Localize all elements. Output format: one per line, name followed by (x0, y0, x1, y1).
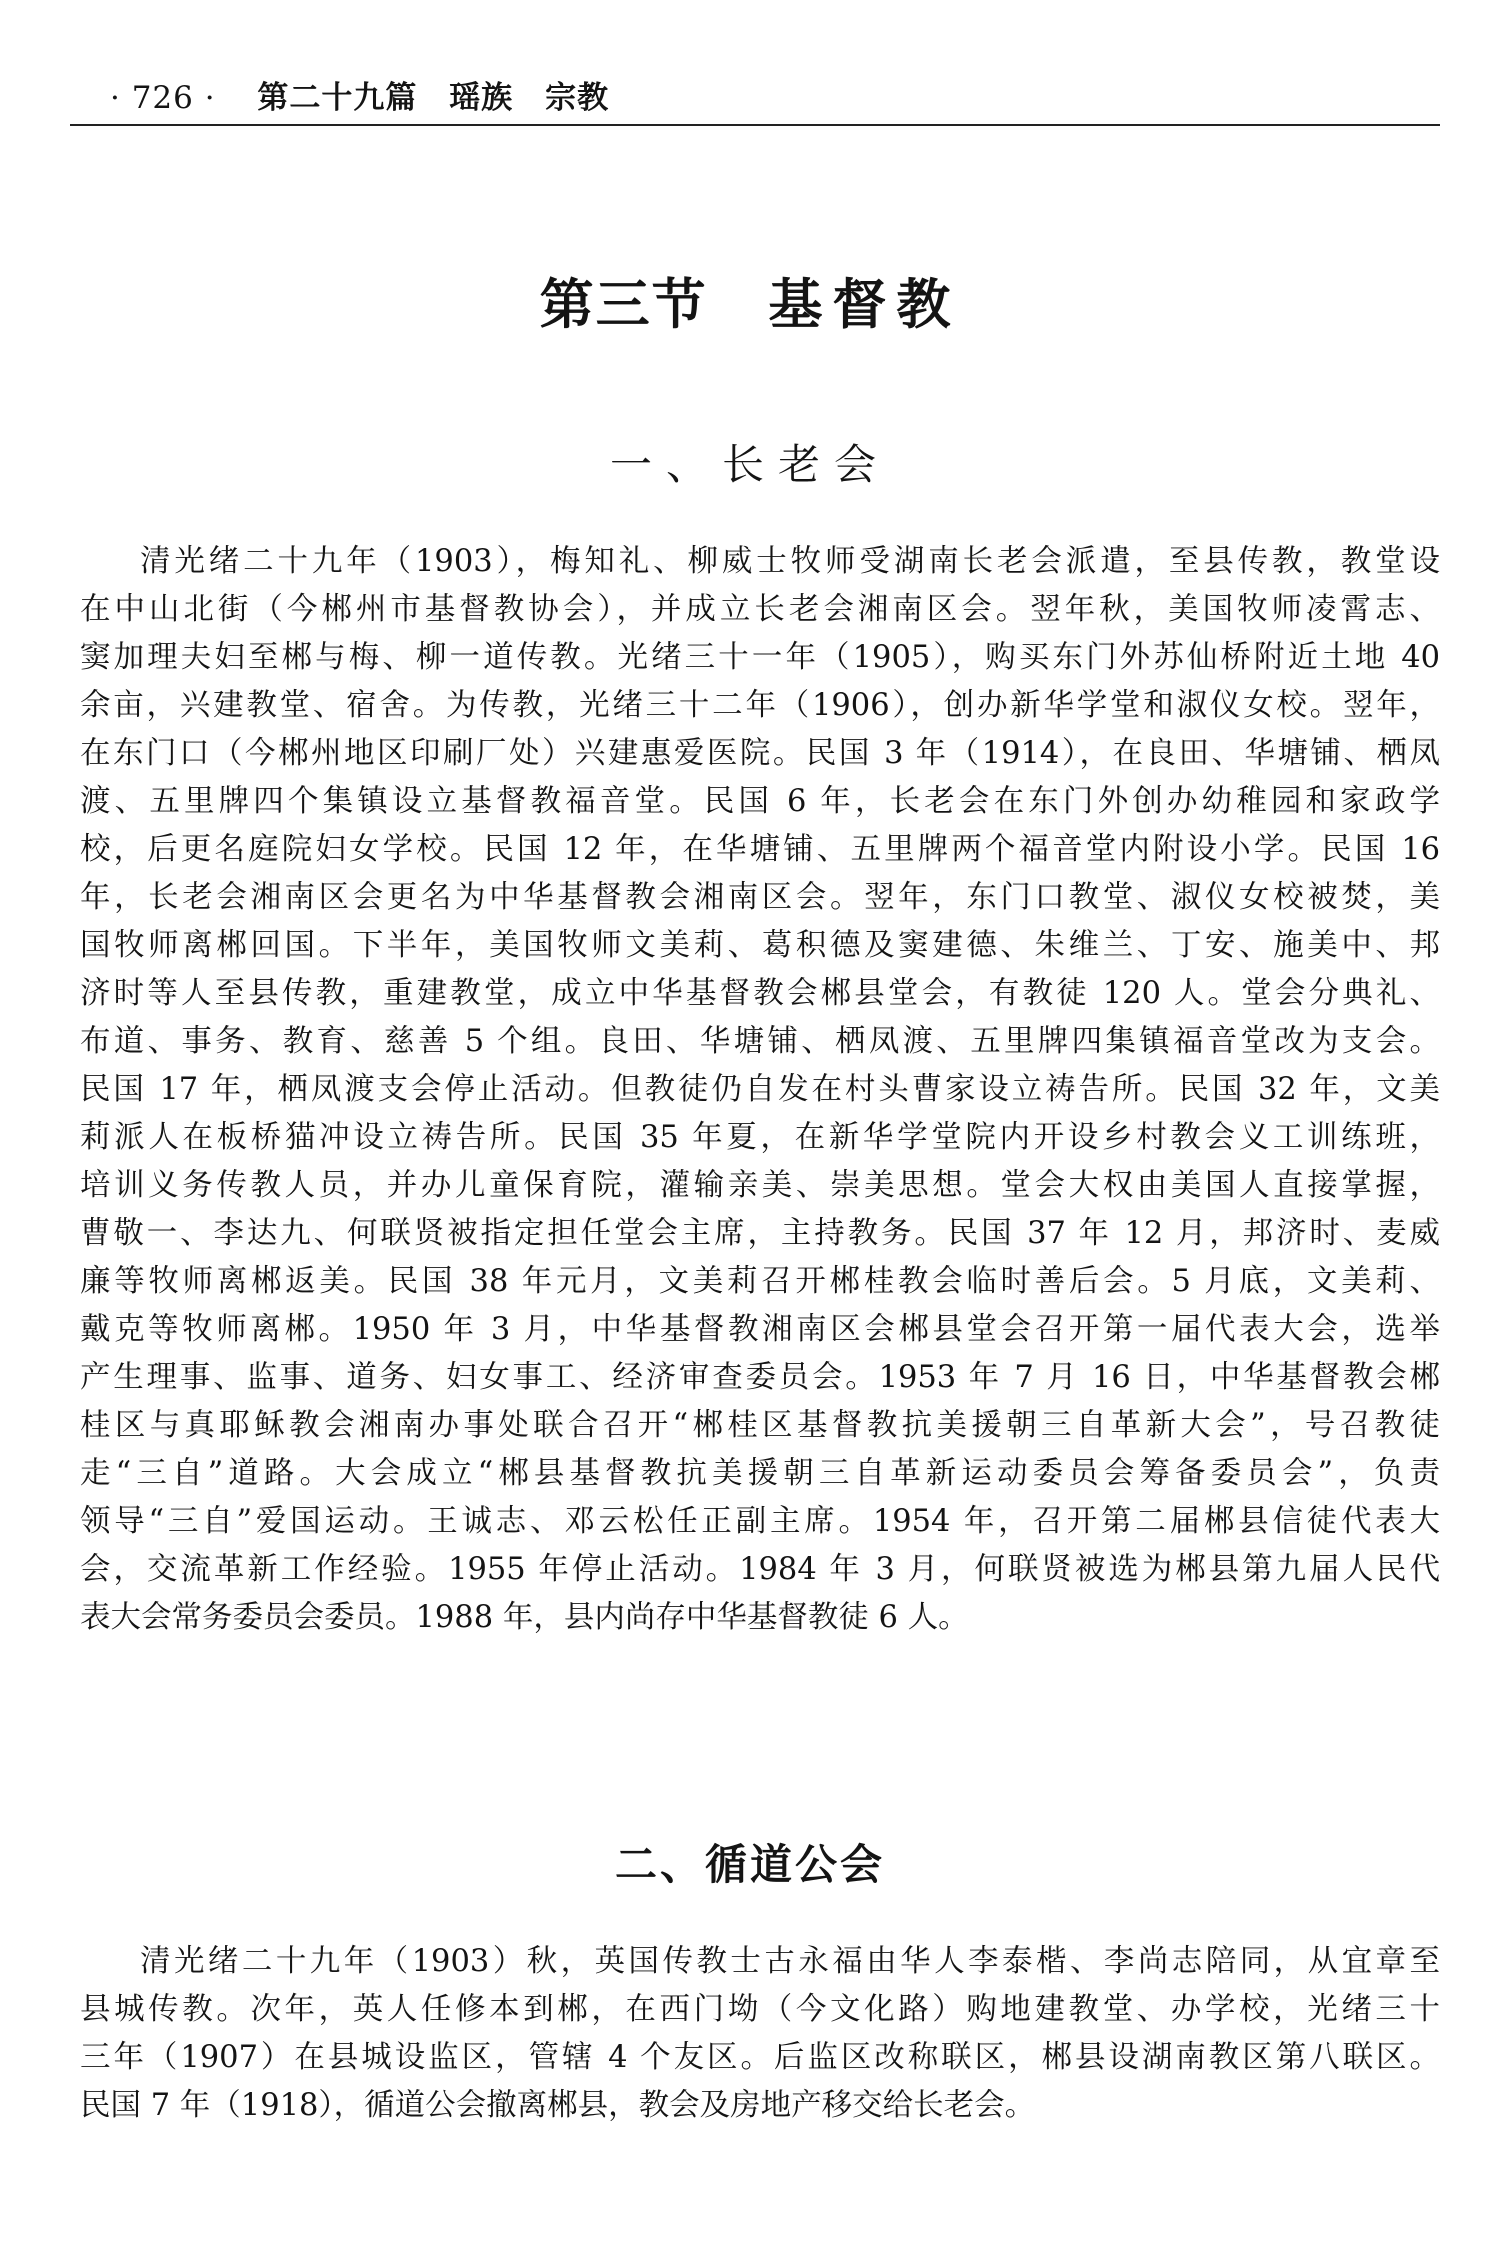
text-line: 民国 17 年，栖凤渡支会停止活动。但教徒仍自发在村头曹家设立祷告所。民国 32 年，文美 (80, 1072, 1440, 1107)
text-line: 清光绪二十九年（1903）秋，英国传教士古永福由华人李泰楷、李尚志陪同，从宜章至 (140, 1944, 1440, 1979)
text-line: 县城传教。次年，英人任修本到郴，在西门坳（今文化路）购地建教堂、办学校，光绪三十 (80, 1992, 1440, 2027)
text-line: 清光绪二十九年（1903），梅知礼、柳威士牧师受湖南长老会派遣，至县传教，教堂设 (140, 544, 1440, 579)
text-line: 曹敬一、李达九、何联贤被指定担任堂会主席，主持教务。民国 37 年 12 月，邦济时、麦威 (80, 1216, 1440, 1251)
text-line: 廉等牧师离郴返美。民国 38 年元月，文美莉召开郴桂教会临时善后会。5 月底，文美莉、 (80, 1264, 1440, 1299)
text-line: 会，交流革新工作经验。1955 年停止活动。1984 年 3 月，何联贤被选为郴县第九届人民代 (80, 1552, 1440, 1587)
text-line: 莉派人在板桥猫冲设立祷告所。民国 35 年夏，在新华学堂院内开设乡村教会义工训练班， (80, 1120, 1440, 1155)
text-line: 在中山北街（今郴州市基督教协会），并成立长老会湘南区会。翌年秋，美国牧师凌霄志、 (80, 592, 1440, 627)
text-line: 余亩，兴建教堂、宿舍。为传教，光绪三十二年（1906），创办新华学堂和淑仪女校。翌年， (80, 688, 1440, 723)
text-line: 培训义务传教人员，并办儿童保育院，灌输亲美、崇美思想。堂会大权由美国人直接掌握， (80, 1168, 1440, 1203)
text-line: 走“三自”道路。大会成立“郴县基督教抗美援朝三自革新运动委员会筹备委员会”，负责 (80, 1456, 1440, 1491)
subsection-title-presbyterian: 一、长老会 (609, 440, 890, 489)
text-line: 民国 7 年（1918），循道公会撤离郴县，教会及房地产移交给长老会。 (80, 2088, 1036, 2123)
running-header (110, 72, 609, 117)
subsection-title-methodist: 二、循道公会 (614, 1840, 885, 1889)
text-line: 桂区与真耶稣教会湘南办事处联合召开“郴桂区基督教抗美援朝三自革新大会”，号召教徒 (80, 1408, 1440, 1443)
section-number: 第三节 (539, 273, 708, 336)
text-line: 在东门口（今郴州地区印刷厂处）兴建惠爱医院。民国 3 年（1914），在良田、华塘铺、栖凤 (80, 736, 1440, 771)
text-line: 产生理事、监事、道务、妇女事工、经济审查委员会。1953 年 7 月 16 日，中华基督教会郴 (80, 1360, 1440, 1395)
topic-label: 瑶族 宗教 (449, 80, 610, 116)
paragraph-presbyterian (80, 538, 1440, 1642)
text-line: 领导“三自”爱国运动。王诚志、邓云松任正副主席。1954 年，召开第二届郴县信徒代表大 (80, 1504, 1440, 1539)
text-line: 表大会常务委员会委员。1988 年，县内尚存中华基督教徒 6 人。 (80, 1600, 969, 1635)
section-title (0, 262, 1500, 339)
section-name: 基督教 (768, 273, 961, 336)
text-line: 济时等人至县传教，重建教堂，成立中华基督教会郴县堂会，有教徒 120 人。堂会分典礼、 (80, 976, 1440, 1011)
text-line: 戴克等牧师离郴。1950 年 3 月，中华基督教湘南区会郴县堂会召开第一届代表大会，选举 (80, 1312, 1440, 1347)
text-line: 窦加理夫妇至郴与梅、柳一道传教。光绪三十一年（1905），购买东门外苏仙桥附近土地 40 (80, 640, 1440, 675)
paragraph-methodist (80, 1938, 1440, 2130)
text-line: 国牧师离郴回国。下半年，美国牧师文美莉、葛积德及窦建德、朱维兰、丁安、施美中、邦 (80, 928, 1440, 963)
header-rule (70, 124, 1440, 126)
part-label: 第二十九篇 (257, 80, 418, 116)
text-line: 年，长老会湘南区会更名为中华基督教会湘南区会。翌年，东门口教堂、淑仪女校被焚，美 (80, 880, 1440, 915)
page-number: · 726 · (110, 80, 216, 116)
text-line: 布道、事务、教育、慈善 5 个组。良田、华塘铺、栖凤渡、五里牌四集镇福音堂改为支会。 (80, 1024, 1440, 1059)
text-line: 三年（1907）在县城设监区，管辖 4 个友区。后监区改称联区，郴县设湖南教区第八联区。 (80, 2040, 1440, 2075)
text-line: 校，后更名庭院妇女学校。民国 12 年，在华塘铺、五里牌两个福音堂内附设小学。民国 16 (80, 832, 1440, 867)
text-line: 渡、五里牌四个集镇设立基督教福音堂。民国 6 年，长老会在东门外创办幼稚园和家政学 (80, 784, 1440, 819)
